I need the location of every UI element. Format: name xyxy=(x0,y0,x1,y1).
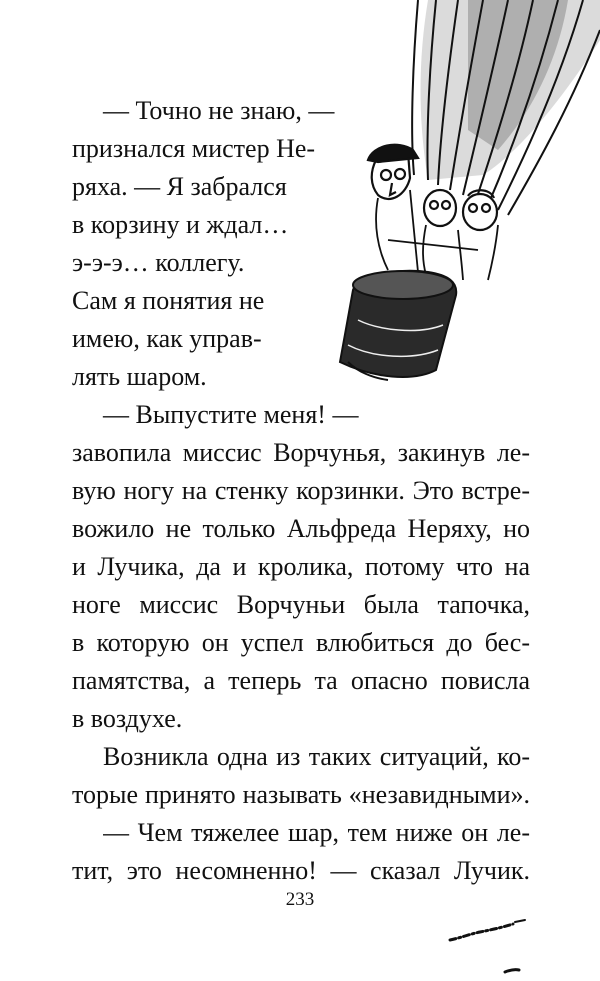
text-line: признался мистер Не- xyxy=(72,134,316,163)
text-line: в которую он успел влюбиться до бес- xyxy=(72,628,530,657)
text-line: — Чем тяжелее шар, тем ниже он ле- xyxy=(103,818,530,847)
text-line: имею, как управ- xyxy=(72,324,262,353)
text-line: памятства, а теперь та опасно повисла xyxy=(72,666,530,695)
text-line: тит, это несомненно! — сказал Лучик. xyxy=(72,856,530,885)
text-line: — Точно не знаю, — xyxy=(103,96,335,125)
text-line: Сам я понятия не xyxy=(72,286,265,315)
page-number: 233 xyxy=(285,889,315,910)
text-line: и Лучика, да и кролика, потому что на xyxy=(72,552,530,581)
text-line: в воздухе. xyxy=(72,704,183,733)
text-line: э-э-э… коллегу. xyxy=(72,248,245,277)
text-line: Возникла одна из таких ситуаций, ко- xyxy=(103,742,530,771)
text-line: вожило не только Альфреда Неряху, но xyxy=(72,514,530,543)
text-line: вую ногу на стенку корзинки. Это встре- xyxy=(72,476,530,505)
text-line: торые принято называть «незавидными». xyxy=(72,780,530,809)
ink-squiggle-icon xyxy=(445,910,535,980)
text-line: лять шаром. xyxy=(72,362,207,391)
text-line: ноге миссис Ворчуньи была тапочка, xyxy=(72,590,530,619)
text-line: ряха. — Я забрался xyxy=(72,172,287,201)
text-line: завопила миссис Ворчунья, закинув ле- xyxy=(72,438,530,467)
text-line: — Выпустите меня! — xyxy=(103,400,359,429)
text-line: в корзину и ждал… xyxy=(72,210,289,239)
